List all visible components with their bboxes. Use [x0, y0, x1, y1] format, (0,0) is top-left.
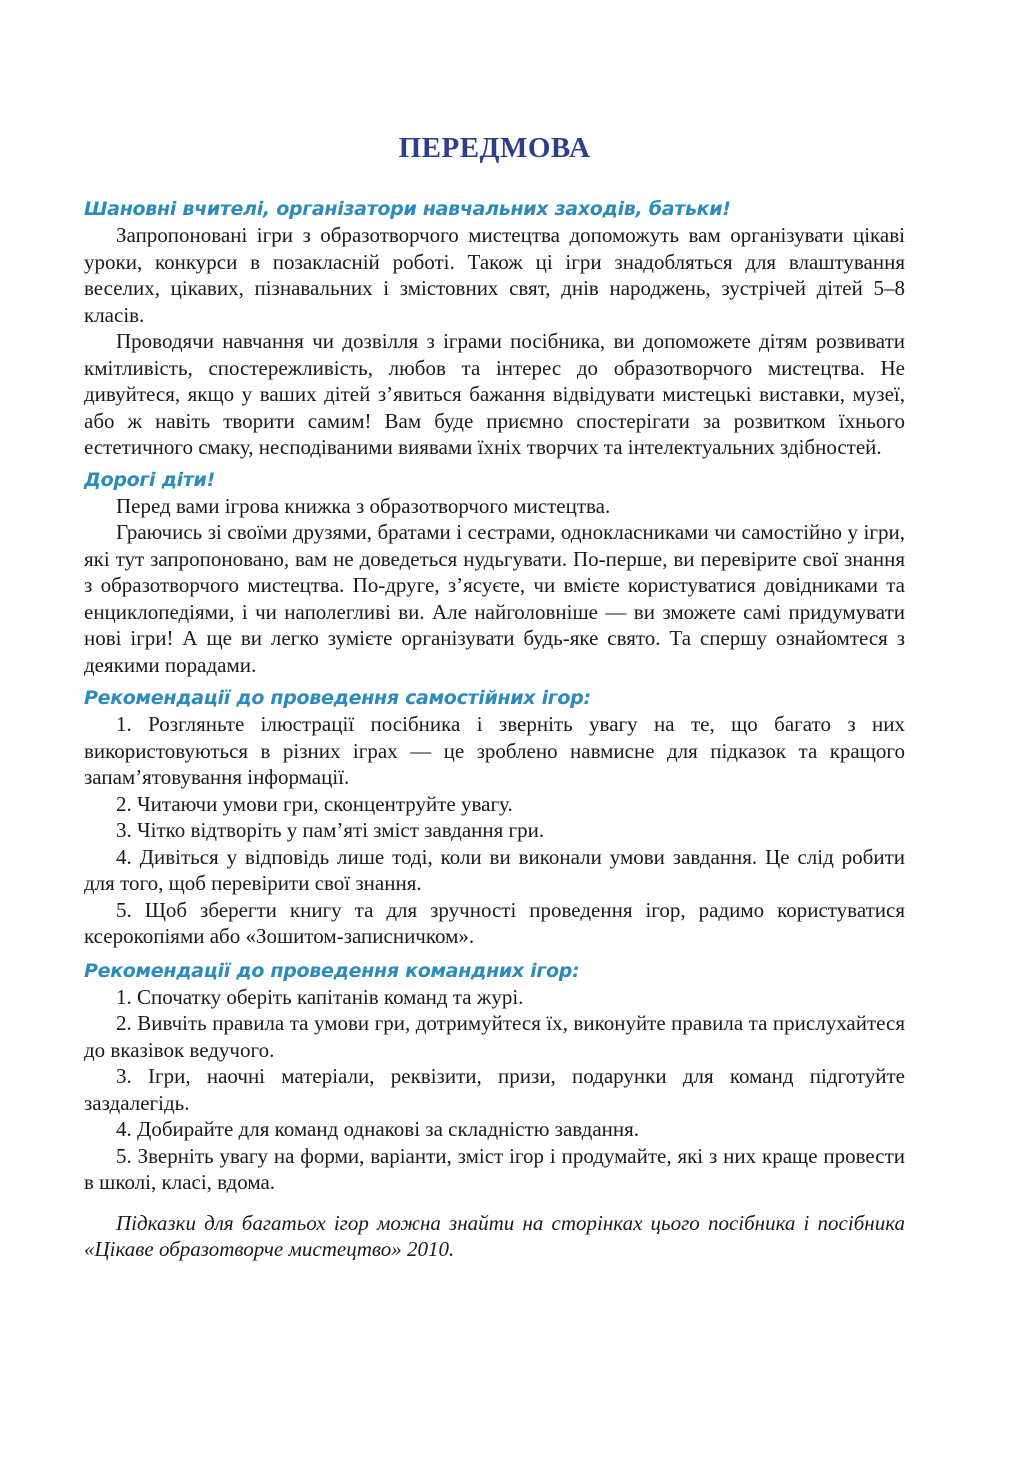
list-item: 5. Зверніть увагу на форми, варіанти, зміст ігор і продумайте, які з них краще провести в школі, класі, вдома.	[84, 1143, 905, 1194]
paragraph: Запропоновані ігри з образотворчого мистецтва допоможуть вам організувати цікаві уроки, конкурси в позакласній роботі. Також ці ігри знадобляться для влаштування веселих, цікавих, пізнавальних і змістовних свят, днів народжень, зустрічей дітей 5–8 класів.	[84, 223, 905, 327]
section-team-games	[84, 958, 905, 1196]
section-heading: Рекомендації до проведення командних ігор:	[84, 959, 580, 982]
paragraph: Граючись зі своїми друзями, братами і сестрами, однокласниками чи самостійно у ігри, які тут запропоновано, вам не доведеться нудьгувати. По-перше, ви перевірите свої знання з образотворчого мистецтва. По-друге, з’ясуєте, чи вмієте користуватися довідниками та енциклопедіями, і чи наполегливі ви. Але найголовніше — ви зможете самі придумувати нові ігри! А ще ви легко зумієте організувати будь-яке свято. Та спершу ознайомтеся з деякими порадами.	[84, 520, 905, 677]
page	[84, 0, 905, 1263]
list-item: 3. Ігри, наочні матеріали, реквізити, призи, подарунки для команд підготуйте заздалегідь.	[84, 1064, 905, 1115]
list-item: 4. Добирайте для команд однакові за складністю завдання.	[116, 1117, 640, 1141]
list-item: 3. Чітко відтворіть у пам’яті зміст завдання гри.	[116, 818, 545, 842]
section-heading: Рекомендації до проведення самостійних ігор:	[84, 687, 591, 709]
section-heading: Шановні вчителі, організатори навчальних заходів, батьки!	[84, 198, 731, 220]
closing-note: Підказки для багатьох ігор можна знайти на сторінках цього посібника і посібника «Цікаве образотворче мистецтво» 2010.	[84, 1210, 905, 1261]
list-item: 1. Розгляньте ілюстрації посібника і зверніть увагу на те, що багато з них використовуються в різних іграх — це зроблено навмисне для підказок та кращого запам’ятовування інформації.	[84, 712, 905, 789]
section-teachers	[84, 196, 905, 461]
list-item: 2. Читаючи умови гри, сконцентруйте увагу.	[116, 791, 513, 816]
paragraph: Перед вами ігрова книжка з образотворчого мистецтва.	[116, 493, 611, 518]
list-item: 5. Щоб зберегти книгу та для зручності проведення ігор, радимо користуватися ксерокопіями або «Зошитом-записничком».	[84, 897, 905, 948]
section-solo-games	[84, 685, 905, 950]
section-children	[84, 467, 905, 679]
list-item: 2. Вивчіть правила та умови гри, дотримуйтеся їх, виконуйте правила та прислухайтеся до вказівок ведучого.	[84, 1011, 905, 1062]
section-heading: Дорогі діти!	[84, 468, 215, 491]
paragraph: Проводячи навчання чи дозвілля з іграми посібника, ви допоможете дітям розвивати кмітливість, спостережливість, любов та інтерес до образотворчого мистецтва. Не дивуйтеся, якщо у ваших дітей з’явиться бажання відвідувати мистецькі виставки, музеї, або ж навіть творити самим! Вам буде приємно спостерігати за розвитком їхнього естетичного смаку, несподіваними виявами їхніх творчих та інтелектуальних здібностей.	[84, 329, 905, 459]
page-title: ПЕРЕДМОВА	[398, 132, 591, 164]
list-item: 4. Дивіться у відповідь лише тоді, коли ви виконали умови завдання. Це слід робити для того, щоб перевірити свої знання.	[84, 844, 905, 895]
list-item: 1. Спочатку оберіть капітанів команд та журі.	[116, 984, 524, 1009]
